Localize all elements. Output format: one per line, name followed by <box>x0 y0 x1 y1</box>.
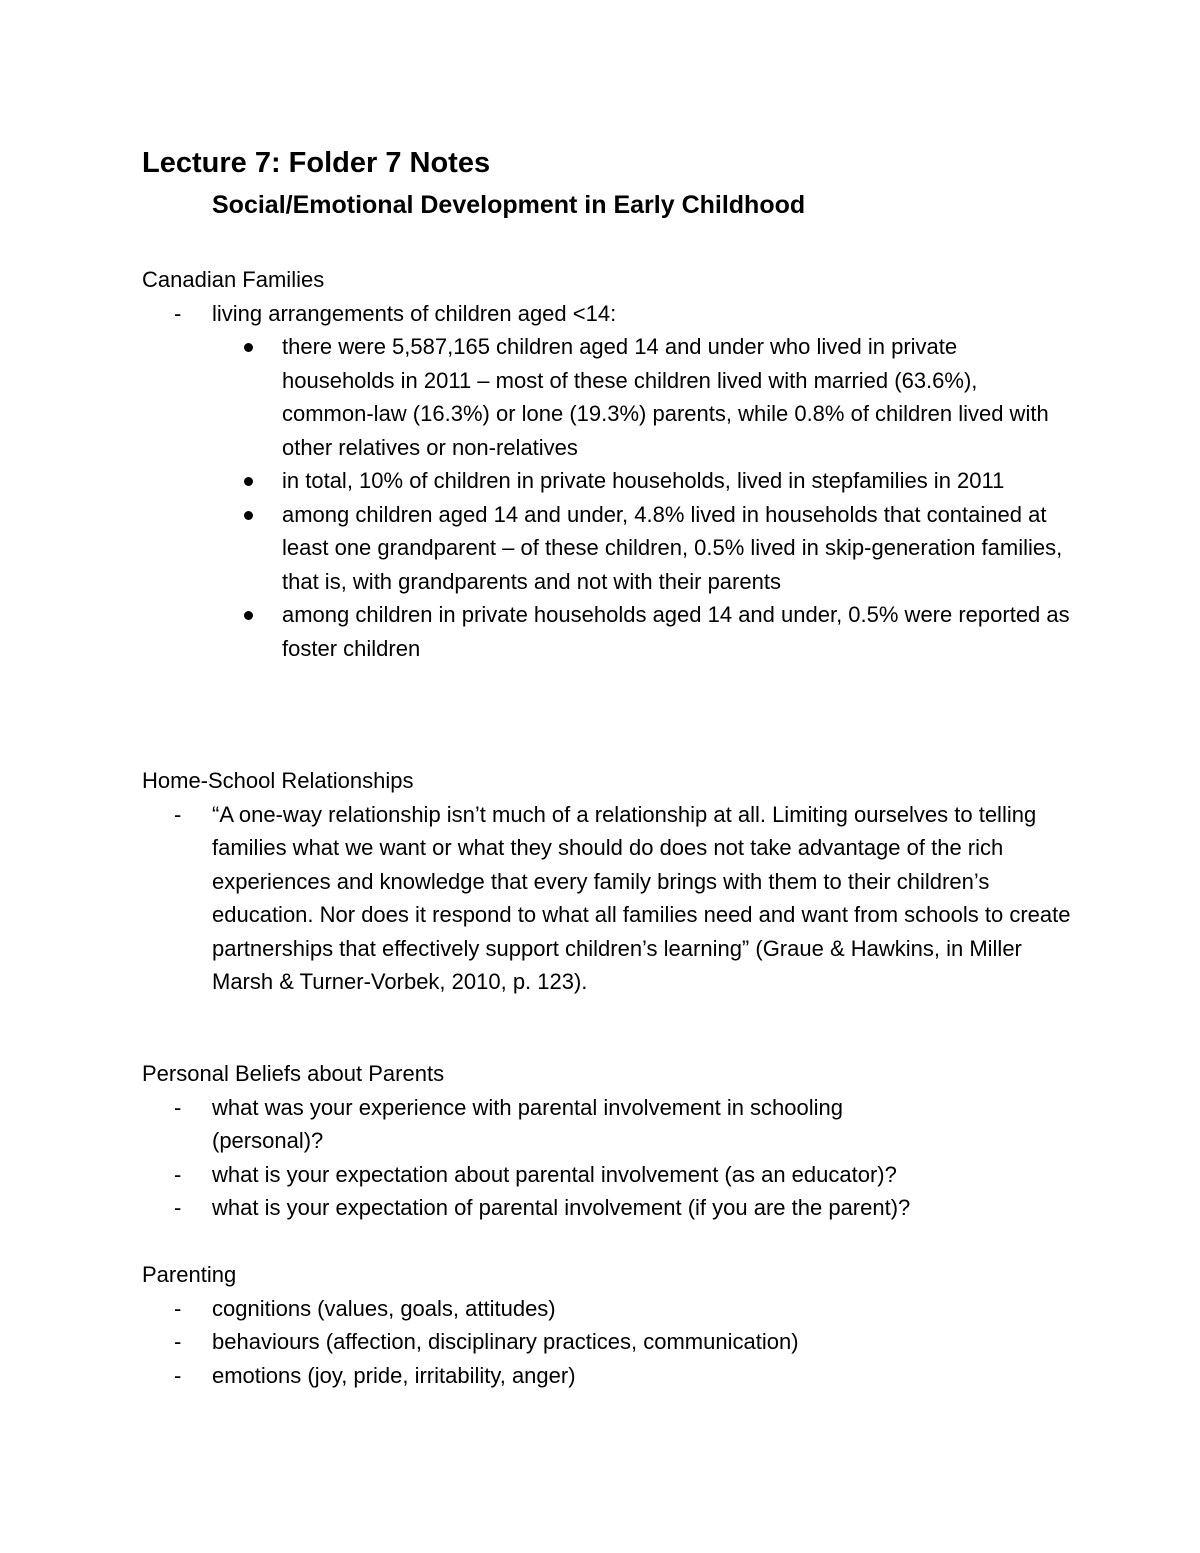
bullet-text: among children aged 14 and under, 4.8% lived in households that contained at least one grandparent – of these children, 0.5% lived in skip-generation families, that is, with grandparents and not with their parents <box>282 501 1063 594</box>
bullet-dot-icon <box>244 477 253 486</box>
bullet-text: there were 5,587,165 children aged 14 and under who lived in private households in 2011 – most of these children lived with married (63.6%), common-law (16.3%) or lone (19.3%) parents, while 0.8% of children lived with other relatives or non-relatives <box>282 334 1049 460</box>
list-item-text: what is your expectation about parental involvement (as an educator)? <box>212 1161 897 1187</box>
dash-list <box>142 1292 1082 1393</box>
dash-marker: - <box>174 300 182 326</box>
dash-list <box>142 297 1082 666</box>
list-item <box>142 1158 1082 1192</box>
list-item <box>142 297 1082 666</box>
bullet-text: in total, 10% of children in private households, lived in stepfamilies in 2011 <box>282 468 1005 493</box>
list-item-text: what is your expectation of parental involvement (if you are the parent)? <box>212 1195 911 1220</box>
section-heading: Parenting <box>142 1262 237 1287</box>
dash-marker: - <box>174 1362 182 1388</box>
dash-marker: - <box>174 1329 182 1354</box>
list-item-text: cognitions (values, goals, attitudes) <box>212 1295 556 1321</box>
dash-marker: - <box>174 1295 182 1321</box>
dash-marker: - <box>174 1161 182 1187</box>
bullet-item <box>142 330 1082 464</box>
list-item-text: what was your experience with parental involvement in schooling (personal)? <box>212 1094 844 1153</box>
list-item <box>142 798 1082 999</box>
page-title: Lecture 7: Folder 7 Notes <box>142 147 491 179</box>
dash-list <box>142 798 1082 999</box>
section-personal-beliefs <box>142 1057 1082 1225</box>
section-canadian-families <box>142 263 1082 665</box>
dash-list <box>142 1091 1082 1225</box>
section-heading: Canadian Families <box>142 267 325 292</box>
list-item <box>142 1359 1082 1393</box>
bullet-dot-icon <box>244 511 253 520</box>
list-item-text: behaviours (affection, disciplinary practices, communication) <box>212 1329 799 1354</box>
section-heading: Home-School Relationships <box>142 768 414 793</box>
list-item <box>142 1191 1082 1225</box>
section-parenting <box>142 1258 1082 1392</box>
bullet-dot-icon <box>244 611 253 620</box>
bullet-item <box>142 498 1082 599</box>
bullet-text: among children in private households aged 14 and under, 0.5% were reported as foster children <box>282 602 1070 661</box>
quote-text: “A one-way relationship isn’t much of a relationship at all. Limiting ourselves to telling families what we want or what they should do does not take advantage of the rich experiences and knowledge that every family brings with them to their children’s education. Nor does it respond to what all families need and want from schools to create partnerships that effectively support children’s learning” (Graue & Hawkins, in Miller Marsh & Turner-Vorbek, 2010, p. 123). <box>212 801 1071 994</box>
dash-marker: - <box>174 1195 182 1220</box>
dash-marker: - <box>174 1094 182 1120</box>
bullet-item <box>142 598 1082 665</box>
section-heading: Personal Beliefs about Parents <box>142 1061 445 1086</box>
list-item <box>142 1091 1082 1158</box>
section-home-school <box>142 764 1082 999</box>
list-item-text: living arrangements of children aged <14: <box>212 300 617 326</box>
bullet-list <box>142 330 1082 665</box>
list-item <box>142 1292 1082 1326</box>
page-subtitle: Social/Emotional Development in Early Childhood <box>212 191 806 219</box>
bullet-dot-icon <box>244 343 253 352</box>
bullet-item <box>142 464 1082 498</box>
list-item-text: emotions (joy, pride, irritability, anger) <box>212 1362 576 1388</box>
list-item <box>142 1325 1082 1359</box>
dash-marker: - <box>174 801 182 827</box>
